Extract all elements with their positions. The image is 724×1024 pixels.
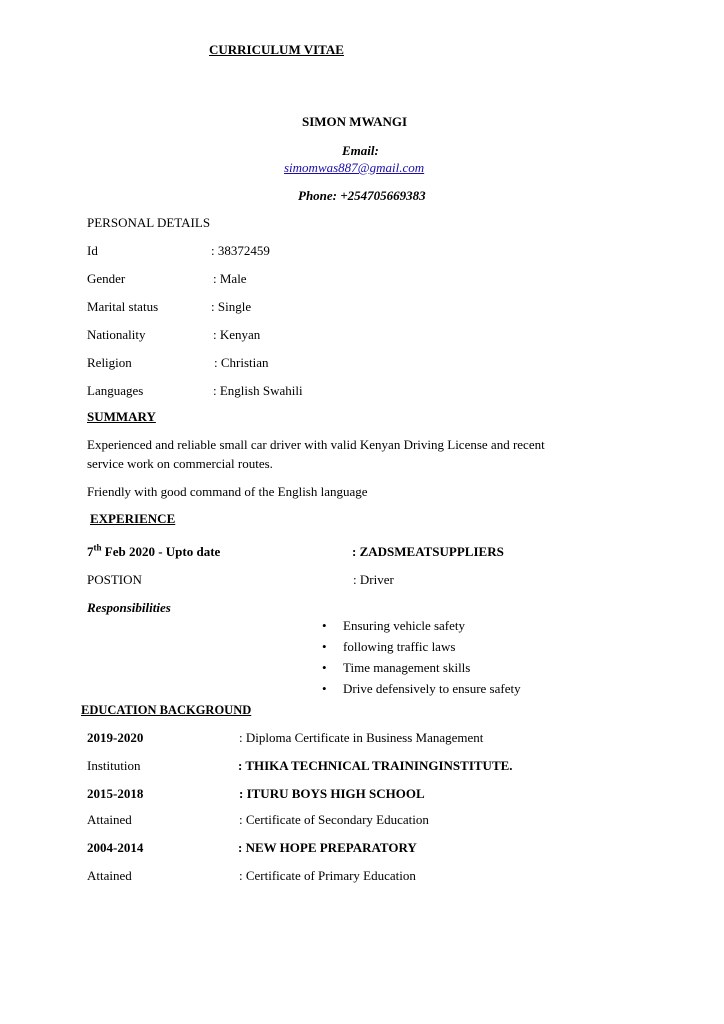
detail-value-languages: : English Swahili (213, 383, 303, 398)
education-label: 2004-2014 (87, 840, 144, 855)
education-label: Institution (87, 758, 141, 773)
summary-line-1: Experienced and reliable small car driver with valid Kenyan Driving License and recent (87, 437, 545, 452)
education-label: Attained (87, 812, 132, 827)
education-label: 2015-2018 (87, 786, 144, 801)
detail-label-religion: Religion (87, 355, 132, 370)
education-value: : NEW HOPE PREPARATORY (238, 840, 417, 855)
summary-line-3: Friendly with good command of the English language (87, 484, 368, 499)
email-link[interactable]: simomwas887@gmail.com (284, 160, 425, 175)
detail-value-marital-status: : Single (211, 299, 252, 314)
responsibilities-label: Responsibilities (87, 600, 171, 615)
position-label: POSTION (87, 572, 142, 587)
summary-heading: SUMMARY (87, 409, 156, 424)
experience-date-day: 7 (87, 544, 94, 559)
list-item: • Time management skills (322, 659, 521, 680)
candidate-name: SIMON MWANGI (302, 114, 408, 129)
experience-date (87, 544, 220, 560)
experience-heading: EXPERIENCE (90, 511, 176, 526)
detail-label-marital-status: Marital status (87, 299, 159, 314)
experience-date-rest: Feb 2020 - Upto date (101, 544, 221, 559)
list-item: • following traffic laws (322, 638, 521, 659)
education-label: 2019-2020 (87, 730, 144, 745)
detail-label-id: Id (87, 243, 98, 258)
education-value: : ITURU BOYS HIGH SCHOOL (239, 786, 425, 801)
detail-label-nationality: Nationality (87, 327, 146, 342)
education-value: : Certificate of Secondary Education (239, 812, 429, 827)
detail-value-id: : 38372459 (211, 243, 270, 258)
detail-label-languages: Languages (87, 383, 144, 398)
education-value: : THIKA TECHNICAL TRAININGINSTITUTE. (238, 758, 513, 773)
detail-value-religion: : Christian (214, 355, 269, 370)
detail-value-gender: : Male (213, 271, 247, 286)
summary-line-2: service work on commercial routes. (87, 456, 273, 471)
personal-details-heading: PERSONAL DETAILS (87, 215, 211, 230)
experience-employer: : ZADSMEATSUPPLIERS (352, 544, 504, 559)
list-item: • Ensuring vehicle safety (322, 617, 521, 638)
experience-date-suffix: th (93, 542, 102, 553)
detail-value-nationality: : Kenyan (213, 327, 261, 342)
education-value: : Diploma Certificate in Business Management (239, 730, 484, 745)
list-item: • Drive defensively to ensure safety (322, 680, 521, 701)
email-label: Email: (342, 143, 379, 158)
phone-number: Phone: +254705669383 (298, 188, 426, 203)
document-title: CURRICULUM VITAE (209, 42, 344, 57)
education-heading: EDUCATION BACKGROUND (81, 703, 252, 717)
responsibilities-list (322, 617, 521, 701)
detail-label-gender: Gender (87, 271, 126, 286)
position-value: : Driver (353, 572, 394, 587)
education-value: : Certificate of Primary Education (239, 868, 416, 883)
education-label: Attained (87, 868, 132, 883)
